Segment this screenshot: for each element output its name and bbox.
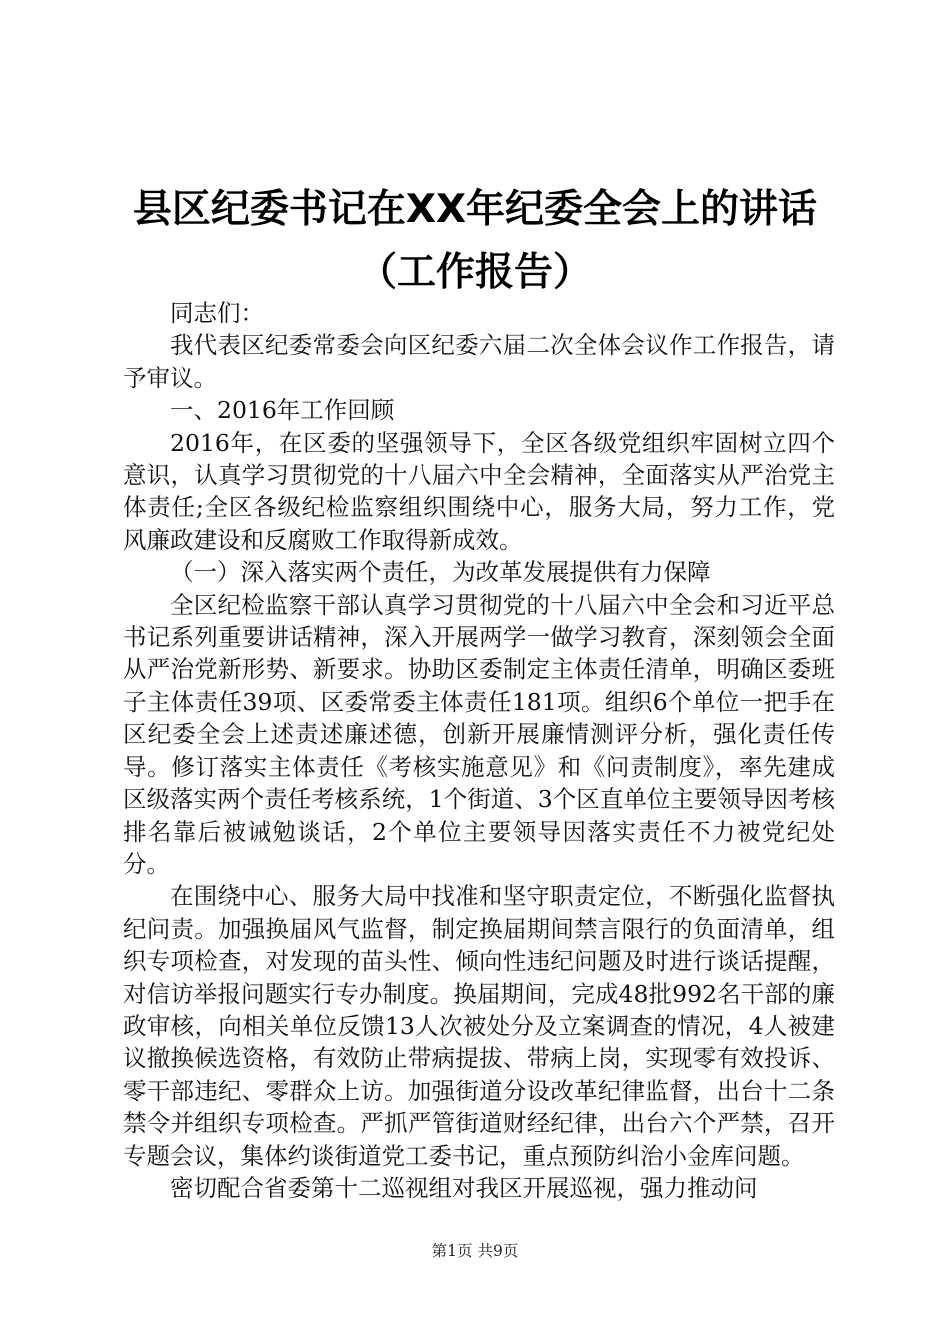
body-paragraph: 在围绕中心、服务大局中找准和坚守职责定位，不断强化监督执纪问责。加强换届风气监督，制定换届期间禁言限行的负面清单，组织专项检查，对发现的苗头性、倾向性违纪问题及时进行谈话提醒，对信访举报问题实行专办制度。换届期间，完成48批992名干部的廉政审核，向相关单位反馈13人次被处分及立案调查的情况，4人被建议撤换候选资格，有效防止带病提拔、带病上岗，实现零有效投诉、零干部违纪、零群众上访。加强街道分设改革纪律监督，出台十二条禁令并组织专项检查。严抓严管街道财经纪律，出台六个严禁，召开专题会议，集体约谈街道党工委书记，重点预防纠治小金库问题。 — [123, 882, 835, 1170]
body-paragraph: 密切配合省委第十二巡视组对我区开展巡视，强力推动问 — [170, 1173, 758, 1202]
body-paragraph: 我代表区纪委常委会向区纪委六届二次全体会议作工作报告，请予审议。 — [123, 331, 835, 392]
document-title: 县区纪委书记在XX年纪委全会上的讲话（工作报告） — [132, 187, 818, 295]
page-number-footer: 第1页 共9页 — [431, 1242, 519, 1260]
salutation: 同志们： — [170, 299, 264, 327]
subsection-heading: （一）深入落实两个责任，为改革发展提供有力保障 — [170, 558, 711, 587]
body-paragraph: 2016年，在区委的坚强领导下，全区各级党组织牢固树立四个意识，认真学习贯彻党的十八届六中全会精神，全面落实从严治党主体责任;全区各级纪检监察组织围绕中心，服务大局，努力工作，党风廉政建设和反腐败工作取得新成效。 — [123, 428, 835, 554]
section-heading: 一、2016年工作回顾 — [170, 396, 395, 425]
body-paragraph: 全区纪检监察干部认真学习贯彻党的十八届六中全会和习近平总书记系列重要讲话精神，深入开展两学一做学习教育，深刻领会全面从严治党新形势、新要求。协助区委制定主体责任清单，明确区委班子主体责任39项、区委常委主体责任181项。组织6个单位一把手在区纪委全会上述责述廉述德，创新开展廉情测评分析，强化责任传导。修订落实主体责任《考核实施意见》和《问责制度》，率先建成区级落实两个责任考核系统，1个街道、3个区直单位主要领导因考核排名靠后被诫勉谈话，2个单位主要领导因落实责任不力被党纪处分。 — [123, 590, 835, 878]
document-body — [123, 297, 835, 1204]
